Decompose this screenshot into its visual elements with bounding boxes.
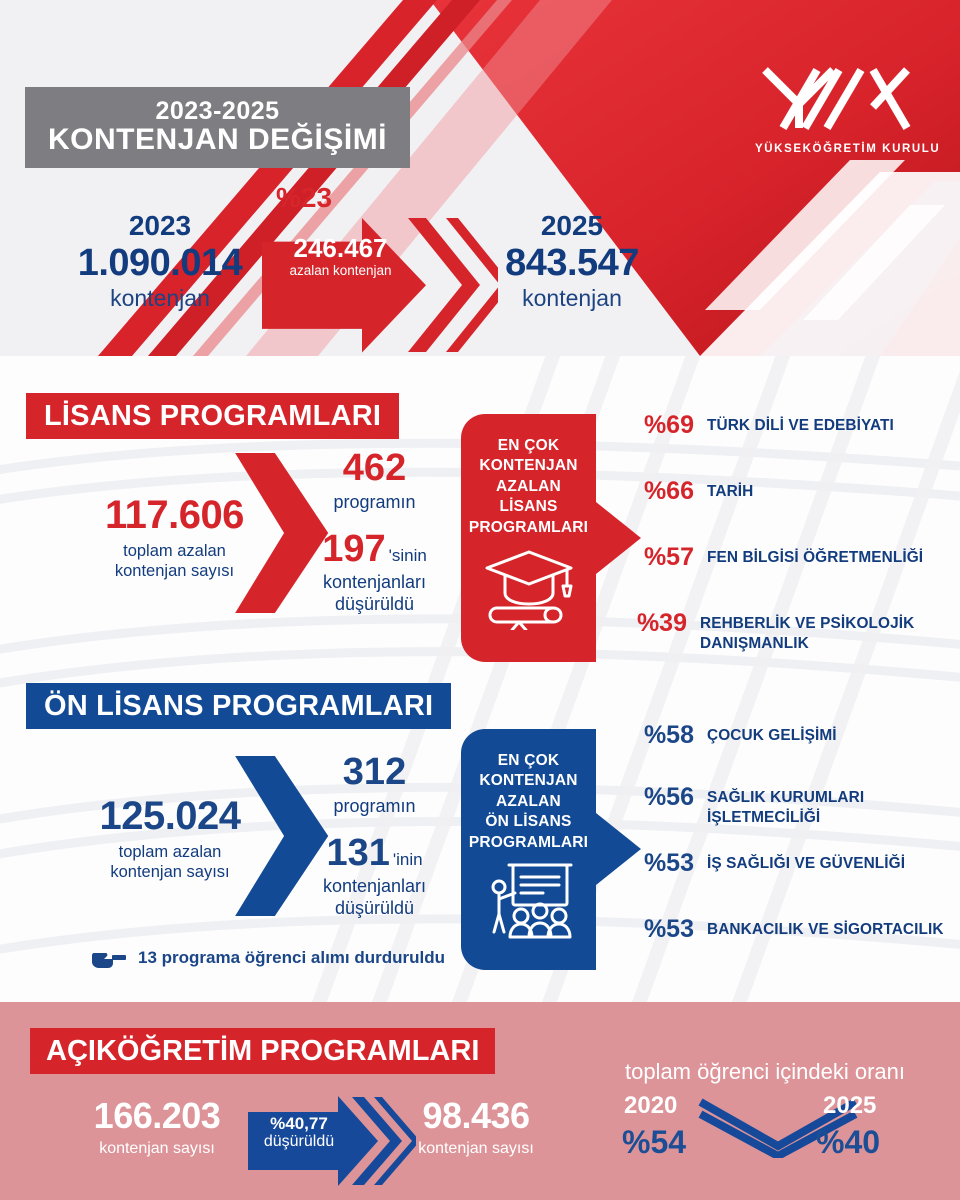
page-title-line1: 2023-2025	[155, 97, 280, 126]
lisans-item-3-percent: %39	[636, 609, 687, 637]
overview-arrow-icon	[258, 210, 498, 356]
acikogretim-ratio-body	[580, 1092, 950, 1192]
acikogretim-section	[0, 1002, 960, 1200]
lisans-item-1-label: TARİH	[707, 483, 754, 500]
onlisans-callout-line5: PROGRAMLARI	[468, 833, 589, 851]
lisans-item-2-label: FEN BİLGİSİ ÖĞRETMENLİĞİ	[707, 549, 924, 566]
acikogretim-ratio-right-year: 2025	[823, 1092, 877, 1120]
lisans-item-1-percent: %66	[643, 477, 694, 505]
acikogretim-before-caption: kontenjan sayısı	[99, 1140, 215, 1157]
onlisans-item-3-label: BANKACILIK VE SİGORTACILIK	[707, 921, 944, 938]
lisans-total-caption-1: toplam azalan	[123, 542, 226, 560]
acikogretim-banner	[30, 1028, 495, 1074]
lisans-total-value: 117.606	[105, 493, 244, 537]
onlisans-item-0-label: ÇOCUK GELİŞİMİ	[707, 727, 837, 744]
overview-left-stat	[70, 210, 250, 312]
lisans-callout-line1: EN ÇOK	[497, 437, 560, 454]
onlisans-reduced-inline	[326, 831, 423, 874]
onlisans-total-value: 125.024	[99, 794, 241, 838]
pointing-hand-icon	[92, 944, 128, 972]
acikogretim-ratio-left-year: 2020	[624, 1092, 678, 1120]
list-item	[620, 544, 923, 570]
onlisans-total-caption-2: kontenjan sayısı	[110, 863, 230, 882]
overview-right-stat	[472, 210, 672, 312]
lisans-item-2-percent: %57	[643, 543, 694, 571]
yok-logo-text: YÜKSEKÖĞRETİM KURULU	[755, 143, 941, 155]
acikogretim-ratio-right-value: %40	[816, 1124, 881, 1161]
list-item	[620, 610, 930, 654]
page-title-line2: KONTENJAN DEĞİŞİMİ	[47, 122, 388, 156]
overview-arrow-label	[278, 234, 403, 279]
lisans-item-0-percent: %69	[643, 411, 694, 439]
onlisans-reduced-caption-1: kontenjanları	[322, 875, 427, 896]
acikogretim-before-value: 166.203	[93, 1095, 221, 1136]
lisans-reduced-caption-1: kontenjanları	[322, 571, 427, 592]
onlisans-item-2-label: İŞ SAĞLIĞI VE GÜVENLİĞİ	[707, 855, 906, 872]
lisans-reduced-inline	[322, 527, 427, 570]
overview-arrow-value: 246.467	[293, 233, 388, 263]
list-item	[620, 784, 920, 828]
acikogretim-after-value: 98.436	[422, 1095, 530, 1136]
list-item	[620, 478, 753, 504]
overview-right-year: 2025	[540, 210, 604, 241]
onlisans-banner	[26, 683, 451, 729]
overview-left-year: 2023	[128, 210, 192, 241]
yok-logo	[755, 62, 940, 155]
header-section	[0, 0, 960, 356]
onlisans-item-3-percent: %53	[643, 915, 694, 943]
acikogretim-after	[386, 1095, 566, 1158]
lisans-item-3-label: REHBERLİK VE PSİKOLOJİK DANIŞMANLIK	[700, 615, 915, 653]
lisans-callout-line3: AZALAN	[496, 477, 561, 495]
onlisans-item-1-percent: %56	[643, 783, 694, 811]
onlisans-note	[92, 944, 445, 972]
onlisans-total-caption-1: toplam azalan	[118, 843, 222, 861]
page-title-banner	[25, 87, 410, 168]
yok-logo-icon	[755, 62, 925, 142]
acikogretim-after-caption: kontenjan sayısı	[418, 1140, 534, 1157]
onlisans-callout-line2: KONTENJAN	[479, 772, 578, 790]
overview-left-caption: kontenjan	[110, 284, 210, 311]
onlisans-item-2-percent: %53	[643, 849, 694, 877]
acikogretim-ratio-title: toplam öğrenci içindeki oranı	[624, 1059, 906, 1084]
lisans-banner	[26, 393, 399, 439]
lisans-reduced-suffix: 'sinin	[388, 545, 427, 565]
lisans-callout-line4: LİSANS	[499, 498, 558, 516]
lisans-callout-line5: PROGRAMLARI	[468, 518, 589, 536]
onlisans-programs-block	[302, 753, 447, 920]
onlisans-reduced-count: 131	[326, 831, 390, 874]
onlisans-item-0-percent: %58	[643, 721, 694, 749]
onlisans-top-list	[620, 722, 950, 972]
list-item	[620, 412, 894, 438]
onlisans-program-count: 312	[342, 751, 407, 793]
onlisans-note-text: 13 programa öğrenci alımı durduruldu	[138, 948, 445, 967]
overview-stats	[0, 182, 700, 340]
list-item	[620, 916, 944, 942]
acikogretim-ratio-left-value: %54	[622, 1124, 687, 1161]
overview-arrow-percent: %23	[276, 182, 333, 213]
lisans-callout-line2: KONTENJAN	[479, 457, 578, 475]
list-item	[620, 850, 905, 876]
lisans-item-0-label: TÜRK DİLİ VE EDEBİYATI	[707, 417, 894, 434]
acikogretim-arrow-percent: %40,77	[270, 1114, 328, 1133]
lisans-programs-block	[302, 449, 447, 616]
lisans-total-caption-2: kontenjan sayısı	[114, 562, 235, 581]
lisans-callout	[461, 414, 596, 662]
onlisans-callout-line1: EN ÇOK	[497, 752, 560, 769]
classroom-teaching-icon	[485, 861, 573, 946]
acikogretim-ratio	[580, 1060, 950, 1192]
overview-right-value: 843.547	[505, 242, 639, 285]
lisans-reduced-count: 197	[322, 527, 386, 570]
lisans-program-count-caption: programın	[333, 492, 416, 512]
onlisans-reduced-suffix: 'inin	[392, 849, 423, 869]
acikogretim-banner-label: AÇIKÖĞRETİM PROGRAMLARI	[46, 1034, 480, 1067]
onlisans-callout	[461, 729, 596, 970]
overview-right-caption: kontenjan	[522, 284, 622, 311]
list-item	[620, 722, 837, 748]
acikogretim-before	[72, 1095, 242, 1158]
lisans-banner-label: LİSANS PROGRAMLARI	[44, 399, 382, 432]
onlisans-reduced-caption-2: düşürüldü	[334, 898, 415, 918]
lisans-top-list	[620, 412, 950, 672]
lisans-reduced-caption-2: düşürüldü	[334, 594, 415, 614]
acikogretim-arrow-label	[254, 1114, 344, 1151]
onlisans-item-1-label: SAĞLIK KURUMLARI İŞLETMECİLİĞİ	[707, 789, 865, 827]
acikogretim-arrow-caption: düşürüldü	[263, 1133, 335, 1151]
onlisans-callout-line3: AZALAN	[496, 792, 561, 810]
onlisans-banner-label: ÖN LİSANS PROGRAMLARI	[44, 689, 434, 722]
overview-left-value: 1.090.014	[77, 242, 243, 285]
graduation-cap-diploma-icon	[483, 546, 575, 635]
lisans-program-count: 462	[342, 447, 407, 489]
overview-arrow-caption: azalan kontenjan	[289, 262, 392, 278]
programs-section	[0, 356, 960, 1002]
overview-arrow	[258, 182, 498, 352]
onlisans-callout-line4: ÖN LİSANS	[485, 813, 572, 831]
onlisans-program-count-caption: programın	[333, 796, 416, 816]
